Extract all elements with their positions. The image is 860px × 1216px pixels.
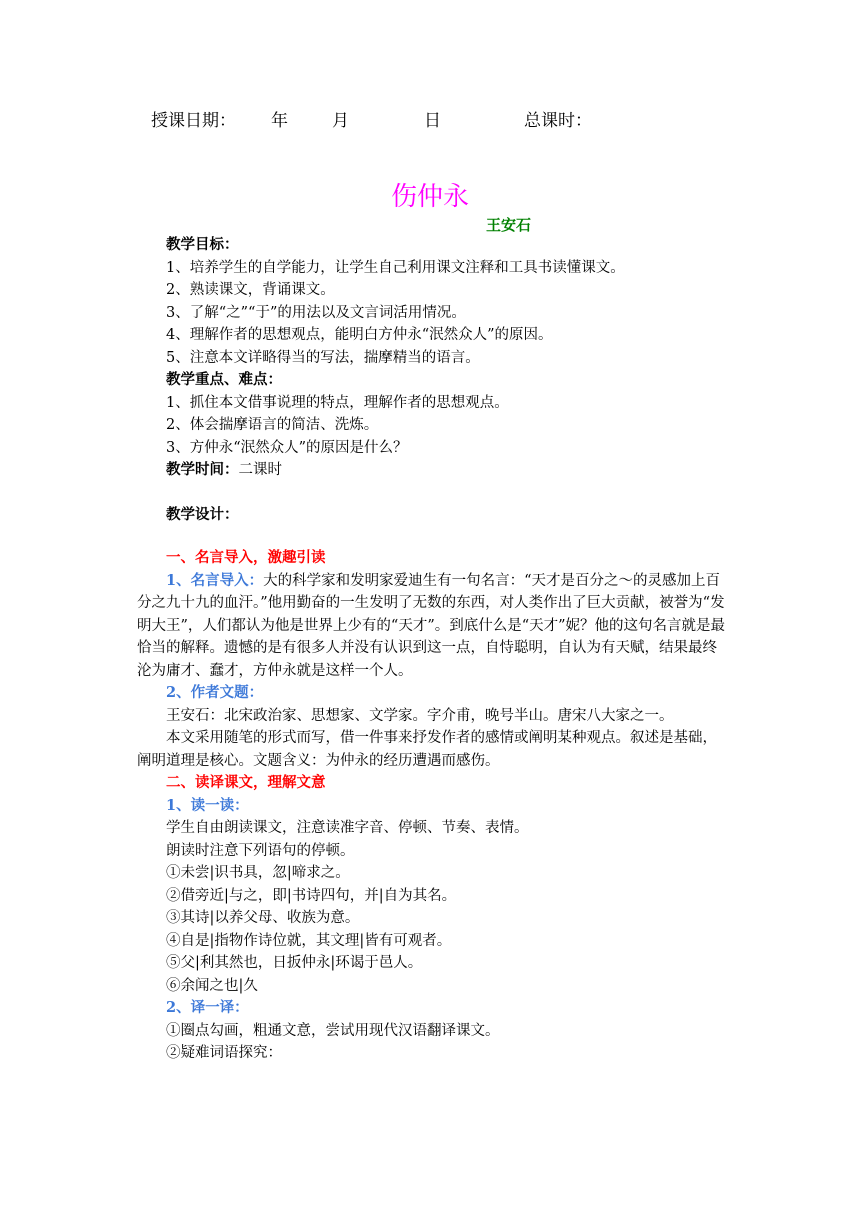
reading-line: ⑥余闻之也|久 <box>166 977 258 994</box>
author-name: 王安石 <box>486 216 532 234</box>
design-heading: 教学设计： <box>166 505 239 523</box>
reading-line: ⑤父|利其然也，日扳仲永|环谒于邑人。 <box>166 955 423 971</box>
objective-item: 3、了解“之”“于”的用法以及文言词活用情况。 <box>166 304 466 321</box>
objective-item: 4、理解作者的思想观点，能明白方仲永“泯然众人”的原因。 <box>166 327 553 343</box>
section1-sub1-text: 大的科学家和发明家爱迪生有一句名言：“天才是百分之～的灵感加上百分之九十九的血汗。”他用勤奋的一生发明了无数的东西，对人类作出了巨大贡献，被誉为“发明大王”，人们都认为他是世界上少有的“天才”。到底什么是“天才”妮？他的这句名言就是最恰当的解释。遗憾的是有很多人并没有认识到这一点，自恃聪明，自认为有天赋，结果最终沦为庸才、蠢才，方仲永就是这样一个人。 <box>137 572 726 679</box>
page-title: 伤仲永 <box>390 182 469 212</box>
time-value: 二课时 <box>238 462 282 478</box>
month-label: 月 <box>332 111 349 131</box>
section2-sub2-label: 2、译一译： <box>166 999 249 1016</box>
total-hours-label: 总课时： <box>524 111 592 131</box>
time-label: 教学时间： <box>166 461 239 478</box>
section2-sub1-label: 1、读一读： <box>166 796 249 814</box>
section2-heading: 二、读译课文，理解文意 <box>166 774 326 791</box>
objective-item: 1、培养学生的自学能力，让学生自己利用课文注释和工具书读懂课文。 <box>166 259 625 276</box>
translate-line: ①圈点勾画，粗通文意，尝试用现代汉语翻译课文。 <box>166 1022 500 1039</box>
reading-line: ③其诗|以养父母、收族为意。 <box>166 910 360 926</box>
objectives-heading: 教学目标： <box>166 236 239 253</box>
objective-item: 5、注意本文详略得当的写法，揣摩精当的语言。 <box>166 349 480 366</box>
teaching-time <box>137 459 731 482</box>
section1-sub1-label: 1、名言导入： <box>166 571 264 589</box>
translate-line: ②疑难词语探究： <box>166 1045 282 1061</box>
reading-line: 学生自由朗读课文，注意读准字音、停顿、节奏、表情。 <box>166 820 529 836</box>
author-bio: 王安石：北宋政治家、思想家、文学家。字介甫，晚号半山。唐宋八大家之一。 <box>166 707 674 724</box>
objective-item: 2、熟读课文，背诵课文。 <box>166 282 335 298</box>
reading-line: ①未尝|识书具，忽|啼求之。 <box>166 865 350 881</box>
keypoints-heading: 教学重点、难点： <box>166 371 282 388</box>
keypoint-item: 1、抓住本文借事说理的特点，理解作者的思想观点。 <box>166 394 509 411</box>
title-meaning: 本文采用随笔的形式而写，借一件事来抒发作者的感情或阐明某种观点。叙述是基础，阐明道理是核心。文题含义：为仲永的经历遭遇而感伤。 <box>137 730 717 769</box>
date-label: 授课日期： <box>151 111 236 131</box>
lesson-body <box>137 234 731 1065</box>
reading-line: ②借旁近|与之，即|书诗四句，并|自为其名。 <box>166 887 457 904</box>
year-label: 年 <box>271 111 288 131</box>
reading-line: ④自是|指物作诗位就，其文理|皆有可观者。 <box>166 932 452 949</box>
keypoint-item: 2、体会揣摩语言的简洁、洗炼。 <box>166 417 379 433</box>
keypoint-item: 3、方仲永“泯然众人”的原因是什么？ <box>166 439 408 456</box>
section1-intro <box>137 570 731 683</box>
day-label: 日 <box>424 111 441 131</box>
section1-heading: 一、名言导入，激趣引读 <box>166 549 326 566</box>
reading-line: 朗读时注意下列语句的停顿。 <box>166 842 355 859</box>
section1-sub2-label: 2、作者文题： <box>166 684 264 701</box>
